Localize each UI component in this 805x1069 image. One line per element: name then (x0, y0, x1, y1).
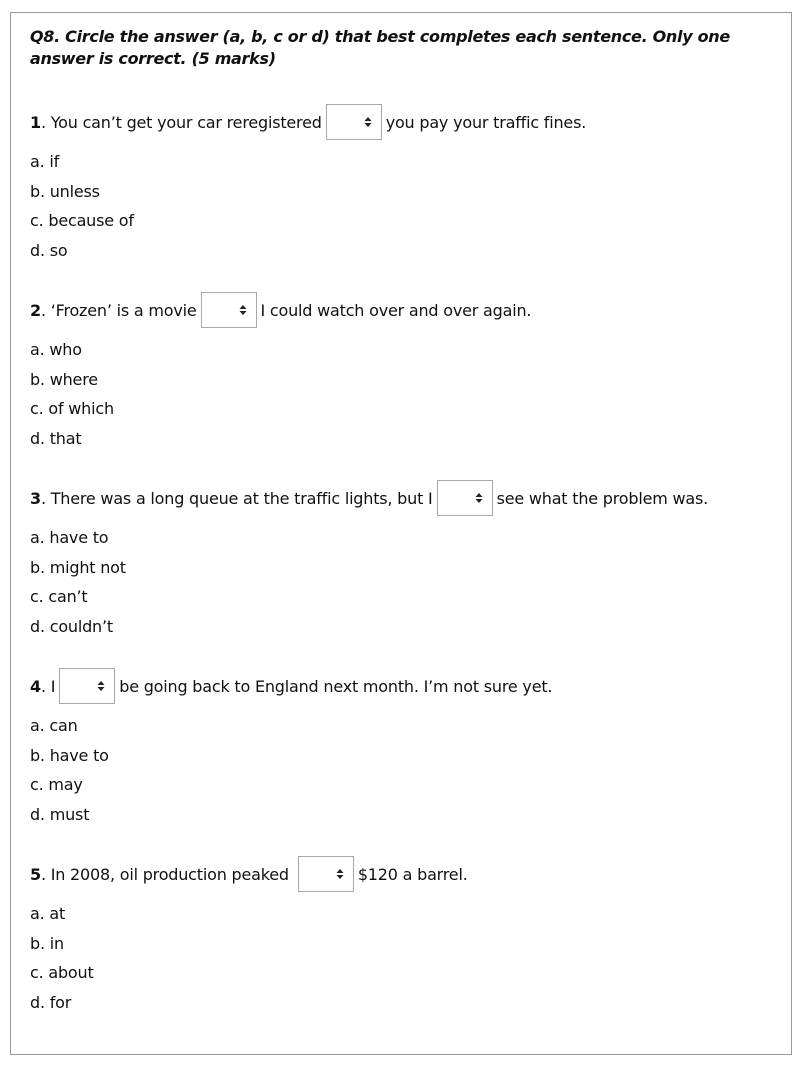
sentence-before-blank: In 2008, oil production peaked (45, 864, 289, 884)
answer-option-a[interactable]: a. at (30, 904, 66, 923)
answer-option-d[interactable]: d. must (30, 804, 90, 824)
sentence-before-blank: You can’t get your car reregistered (45, 112, 322, 132)
answer-select-dropdown[interactable] (437, 480, 493, 516)
up-down-arrow-icon (336, 868, 344, 880)
sentence-before-blank: There was a long queue at the traffic lights, but I (45, 488, 433, 508)
answer-option-d[interactable]: d. couldn’t (30, 616, 113, 636)
question-sentence (30, 103, 780, 141)
question-sentence (30, 667, 780, 705)
answer-option-c[interactable]: c. because of (30, 211, 134, 230)
up-down-arrow-icon (97, 680, 105, 692)
answer-option-d[interactable]: d. so (30, 240, 68, 260)
answer-option-b[interactable]: b. might not (30, 557, 126, 577)
question-number: 1. (30, 112, 46, 132)
answer-select-dropdown[interactable] (326, 104, 382, 140)
up-down-arrow-icon (475, 492, 483, 504)
answer-option-a[interactable]: a. have to (30, 528, 109, 547)
answer-option-d[interactable]: d. for (30, 992, 72, 1012)
answer-option-c[interactable]: c. can’t (30, 587, 88, 606)
answer-option-a[interactable]: a. if (30, 152, 60, 171)
question-number: 3. (30, 488, 46, 508)
question-5 (30, 855, 780, 1017)
question-sentence (30, 479, 780, 517)
answer-select-dropdown[interactable] (298, 856, 354, 892)
question-number: 4. (30, 676, 46, 696)
instruction-text: Q8. Circle the answer (a, b, c or d) that best completes each sentence. Only one answer is correct. (5 marks) (30, 27, 730, 68)
answer-select-dropdown[interactable] (59, 668, 115, 704)
answer-option-c[interactable]: c. may (30, 775, 83, 794)
sentence-after-blank: $120 a barrel. (357, 864, 468, 884)
sentence-after-blank: I could watch over and over again. (260, 300, 532, 320)
answer-options (30, 523, 780, 641)
question-sentence (30, 855, 780, 893)
answer-options (30, 711, 780, 829)
sentence-after-blank: you pay your traffic fines. (385, 112, 587, 132)
sentence-before-blank: I (45, 676, 56, 696)
answer-option-a[interactable]: a. can (30, 716, 78, 735)
answer-option-c[interactable]: c. about (30, 963, 94, 982)
sentence-after-blank: be going back to England next month. I’m not sure yet. (119, 676, 553, 696)
answer-option-c[interactable]: c. of which (30, 399, 114, 418)
answer-option-b[interactable]: b. have to (30, 745, 109, 765)
up-down-arrow-icon (364, 116, 372, 128)
answer-options (30, 335, 780, 453)
question-2 (30, 291, 780, 453)
answer-options (30, 899, 780, 1017)
quiz-container (10, 12, 792, 1055)
sentence-after-blank: see what the problem was. (496, 488, 709, 508)
answer-select-dropdown[interactable] (201, 292, 257, 328)
answer-option-b[interactable]: b. in (30, 933, 64, 953)
answer-option-b[interactable]: b. where (30, 369, 98, 389)
question-number: 5. (30, 864, 46, 884)
answer-option-a[interactable]: a. who (30, 340, 82, 359)
answer-option-b[interactable]: b. unless (30, 181, 100, 201)
question-3 (30, 479, 780, 641)
up-down-arrow-icon (239, 304, 247, 316)
sentence-before-blank: ‘Frozen’ is a movie (45, 300, 197, 320)
question-number: 2. (30, 300, 46, 320)
question-4 (30, 667, 780, 829)
question-sentence (30, 291, 780, 329)
question-1 (30, 103, 780, 265)
answer-option-d[interactable]: d. that (30, 428, 82, 448)
answer-options (30, 147, 780, 265)
